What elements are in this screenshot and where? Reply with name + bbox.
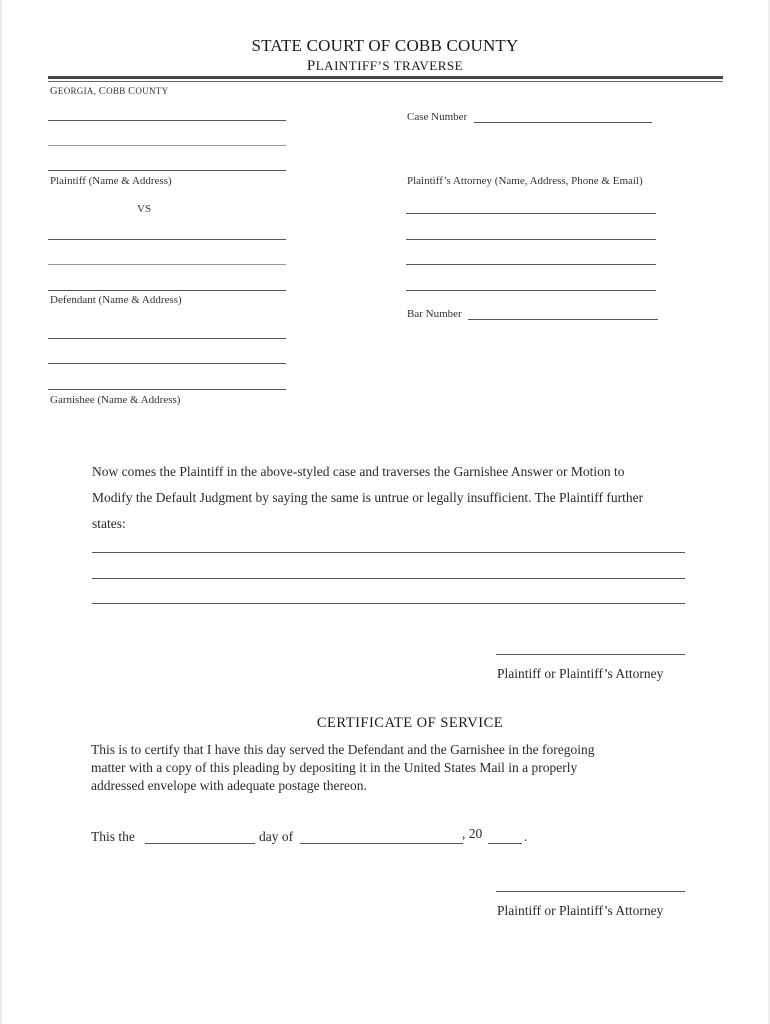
statement-line-1[interactable] <box>92 552 685 553</box>
signature-label-2: Plaintiff or Plaintiff’s Attorney <box>497 903 664 918</box>
county-cap-3: C <box>128 86 136 97</box>
certificate-line-3: addressed envelope with adequate postage thereon. <box>91 778 367 793</box>
traverse-line-3: states: <box>92 516 126 531</box>
scan-edge-left <box>0 0 2 1024</box>
county-cap-2: C <box>98 86 107 97</box>
garnishee-label: Garnishee (Name & Address) <box>50 394 181 406</box>
attorney-label: Plaintiff’s Attorney (Name, Address, Phone & Email) <box>407 175 643 187</box>
header-rule-thin <box>48 81 723 82</box>
date-year-prefix: , 20 <box>462 826 483 841</box>
garnishee-line-1[interactable] <box>48 338 286 339</box>
date-this-the: This the <box>91 829 135 844</box>
traverse-statement <box>92 459 702 537</box>
signature-label-1: Plaintiff or Plaintiff’s Attorney <box>497 666 664 681</box>
plaintiff-label: Plaintiff (Name & Address) <box>50 175 172 187</box>
bar-number-field[interactable] <box>468 319 658 320</box>
attorney-line-4[interactable] <box>406 290 656 291</box>
date-month-field[interactable] <box>300 843 463 844</box>
page-subtitle <box>0 58 770 75</box>
page-title: STATE COURT OF COBB COUNTY <box>251 36 519 55</box>
date-period: . <box>524 829 528 844</box>
signature-line-1[interactable] <box>496 654 685 655</box>
subtitle-rest-1: LAINTIFF <box>315 58 378 73</box>
date-year-field[interactable] <box>488 843 522 844</box>
county-sep: , <box>93 86 99 96</box>
case-number-label: Case Number <box>407 111 468 123</box>
county-rest-3: OUNTY <box>135 86 169 96</box>
garnishee-line-3[interactable] <box>48 389 286 390</box>
signature-line-2[interactable] <box>496 891 685 892</box>
plaintiff-line-3[interactable] <box>48 170 286 171</box>
statement-line-3[interactable] <box>92 603 685 604</box>
defendant-line-3[interactable] <box>48 290 286 291</box>
county-cap-1: G <box>50 86 58 97</box>
versus-label: VS <box>137 203 152 215</box>
garnishee-line-2[interactable] <box>48 363 286 364</box>
defendant-line-2[interactable] <box>48 264 286 265</box>
attorney-line-1[interactable] <box>406 213 656 214</box>
subtitle-cap-2: ’S <box>377 58 391 73</box>
attorney-line-2[interactable] <box>406 239 656 240</box>
bar-number-label: Bar Number <box>407 308 462 320</box>
defendant-line-1[interactable] <box>48 239 286 240</box>
header-rule-thick <box>48 76 723 79</box>
plaintiff-line-2[interactable] <box>48 145 286 146</box>
certificate-line-1: This is to certify that I have this day served the Defendant and the Garnishee in the foregoing <box>91 742 595 757</box>
statement-line-2[interactable] <box>92 578 685 579</box>
jurisdiction-label <box>50 86 168 97</box>
attorney-line-3[interactable] <box>406 264 656 265</box>
date-day-field[interactable] <box>145 843 255 844</box>
subtitle-rest-2: TRAVERSE <box>390 58 464 73</box>
traverse-line-1: Now comes the Plaintiff in the above-styled case and traverses the Garnishee Answer or Motion to <box>92 464 625 479</box>
traverse-line-2: Modify the Default Judgment by saying the same is untrue or legally insufficient. The Plaintiff further <box>92 490 644 505</box>
county-rest-1: EORGIA <box>57 86 94 96</box>
certificate-heading: CERTIFICATE OF SERVICE <box>316 715 504 731</box>
certificate-text <box>91 741 691 795</box>
defendant-label: Defendant (Name & Address) <box>50 294 182 306</box>
plaintiff-line-1[interactable] <box>48 120 286 121</box>
case-number-field[interactable] <box>474 122 652 123</box>
date-day-of: day of <box>259 829 294 844</box>
subtitle-cap-1: P <box>306 58 316 74</box>
certificate-line-2: matter with a copy of this pleading by depositing it in the United States Mail in a properly <box>91 760 578 775</box>
county-rest-2: OBB <box>106 86 129 96</box>
